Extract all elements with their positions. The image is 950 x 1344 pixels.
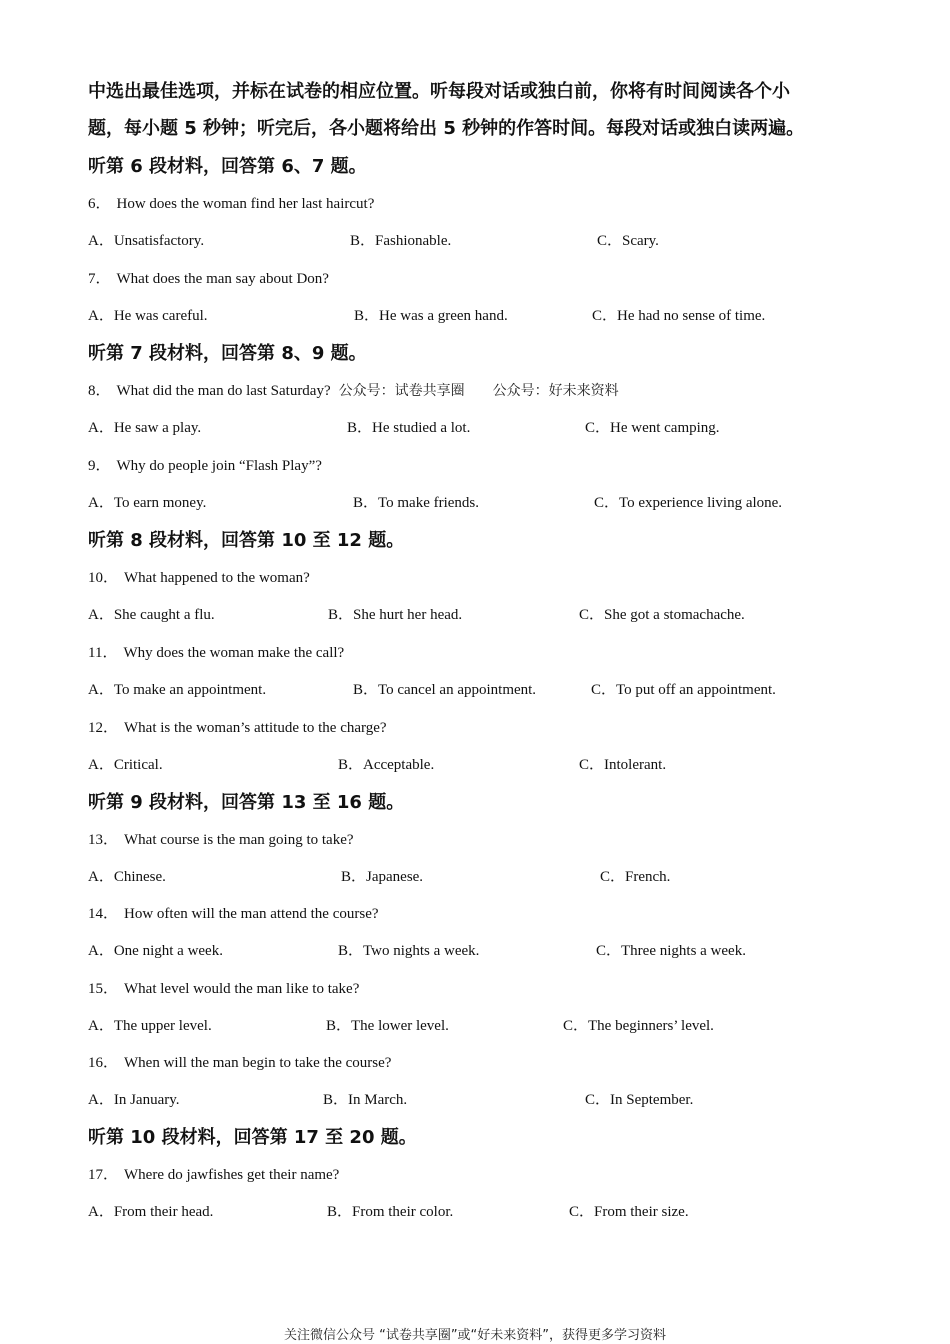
option-c: C．In September. (585, 1092, 694, 1108)
question-11 (88, 643, 344, 663)
section-heading: 听第 8 段材料，回答第 10 至 12 题。 (88, 530, 405, 551)
question-16 (88, 1053, 391, 1073)
question-number: 15． (88, 981, 119, 997)
option-a: A．She caught a flu. (88, 607, 215, 623)
question-number: 7． (88, 271, 111, 287)
option-c: C．Intolerant. (579, 757, 667, 773)
question-number: 16． (88, 1055, 119, 1071)
option-b: B．Acceptable. (338, 757, 435, 773)
question-7 (88, 269, 329, 289)
option-b: B．She hurt her head. (328, 607, 463, 623)
question-number: 12． (88, 720, 119, 736)
instruction-line-2: 题，每小题 5 秒钟；听完后，各小题将给出 5 秒钟的作答时间。每段对话或独白读两遍。 (88, 118, 805, 139)
question-9 (88, 456, 322, 476)
option-a: A．To earn money. (88, 495, 207, 511)
option-a: A．The upper level. (88, 1018, 212, 1034)
option-c: C．To put off an appointment. (591, 682, 776, 698)
option-c: C．He had no sense of time. (592, 308, 766, 324)
question-15 (88, 979, 359, 999)
question-text: How does the woman find her last haircut? (116, 196, 375, 212)
question-text: Why does the woman make the call? (123, 645, 345, 661)
option-b: B．He was a green hand. (354, 308, 508, 324)
option-b: B．He studied a lot. (347, 420, 471, 436)
option-a: A．To make an appointment. (88, 682, 267, 698)
option-c: C．From their size. (569, 1204, 689, 1220)
question-8 (88, 381, 619, 401)
question-text: What does the man say about Don? (116, 271, 329, 287)
option-b: B．To make friends. (353, 495, 480, 511)
option-a: A．Unsatisfactory. (88, 233, 205, 249)
option-c: C．She got a stomachache. (579, 607, 745, 623)
question-text: What course is the man going to take? (124, 832, 354, 848)
question-text: What is the woman’s attitude to the charge? (124, 720, 387, 736)
question-text: Why do people join “Flash Play”? (116, 458, 322, 474)
option-c: C．He went camping. (585, 420, 720, 436)
instruction-line-1: 中选出最佳选项，并标在试卷的相应位置。听每段对话或独白前，你将有时间阅读各个小 (88, 81, 790, 102)
question-text: What did the man do last Saturday? (116, 383, 331, 399)
option-b: B．Japanese. (341, 869, 424, 885)
option-b: B．Two nights a week. (338, 943, 480, 959)
question-text: Where do jawfishes get their name? (124, 1167, 340, 1183)
option-c: C．To experience living alone. (594, 495, 783, 511)
option-c: C．Three nights a week. (596, 943, 746, 959)
option-a: A．From their head. (88, 1204, 214, 1220)
question-17 (88, 1165, 339, 1185)
question-number: 6． (88, 196, 111, 212)
option-a: A．In January. (88, 1092, 180, 1108)
option-c: C．The beginners’ level. (563, 1018, 714, 1034)
question-text: What happened to the woman? (124, 570, 310, 586)
question-number: 11． (88, 645, 118, 661)
question-text: What level would the man like to take? (124, 981, 360, 997)
option-a: A．Critical. (88, 757, 163, 773)
question-number: 14． (88, 906, 119, 922)
option-c: C．French. (600, 869, 671, 885)
option-a: A．One night a week. (88, 943, 223, 959)
account-notice: 公众号：试卷共享圈 公众号：好未来资料 (338, 383, 619, 399)
section-heading: 听第 7 段材料，回答第 8、9 题。 (88, 343, 367, 364)
option-b: B．In March. (323, 1092, 408, 1108)
section-heading: 听第 6 段材料，回答第 6、7 题。 (88, 156, 367, 177)
question-number: 13． (88, 832, 119, 848)
section-heading: 听第 10 段材料，回答第 17 至 20 题。 (88, 1127, 417, 1148)
section-heading: 听第 9 段材料，回答第 13 至 16 题。 (88, 792, 405, 813)
option-b: B．Fashionable. (350, 233, 452, 249)
question-text: When will the man begin to take the course? (124, 1055, 392, 1071)
question-6 (88, 194, 374, 214)
option-a: A．He was careful. (88, 308, 208, 324)
option-b: B．From their color. (327, 1204, 454, 1220)
question-number: 10． (88, 570, 119, 586)
option-c: C．Scary. (597, 233, 659, 249)
question-text: How often will the man attend the course? (124, 906, 379, 922)
question-12 (88, 718, 387, 738)
question-number: 17． (88, 1167, 119, 1183)
question-number: 9． (88, 458, 111, 474)
question-number: 8． (88, 383, 111, 399)
option-a: A．Chinese. (88, 869, 166, 885)
option-b: B．To cancel an appointment. (353, 682, 537, 698)
page-footer: 关注微信公众号 “试卷共享圈”或“好未来资料”，获得更多学习资料 (283, 1328, 667, 1343)
question-10 (88, 568, 310, 588)
question-13 (88, 830, 354, 850)
question-14 (88, 904, 379, 924)
option-b: B．The lower level. (326, 1018, 449, 1034)
option-a: A．He saw a play. (88, 420, 202, 436)
